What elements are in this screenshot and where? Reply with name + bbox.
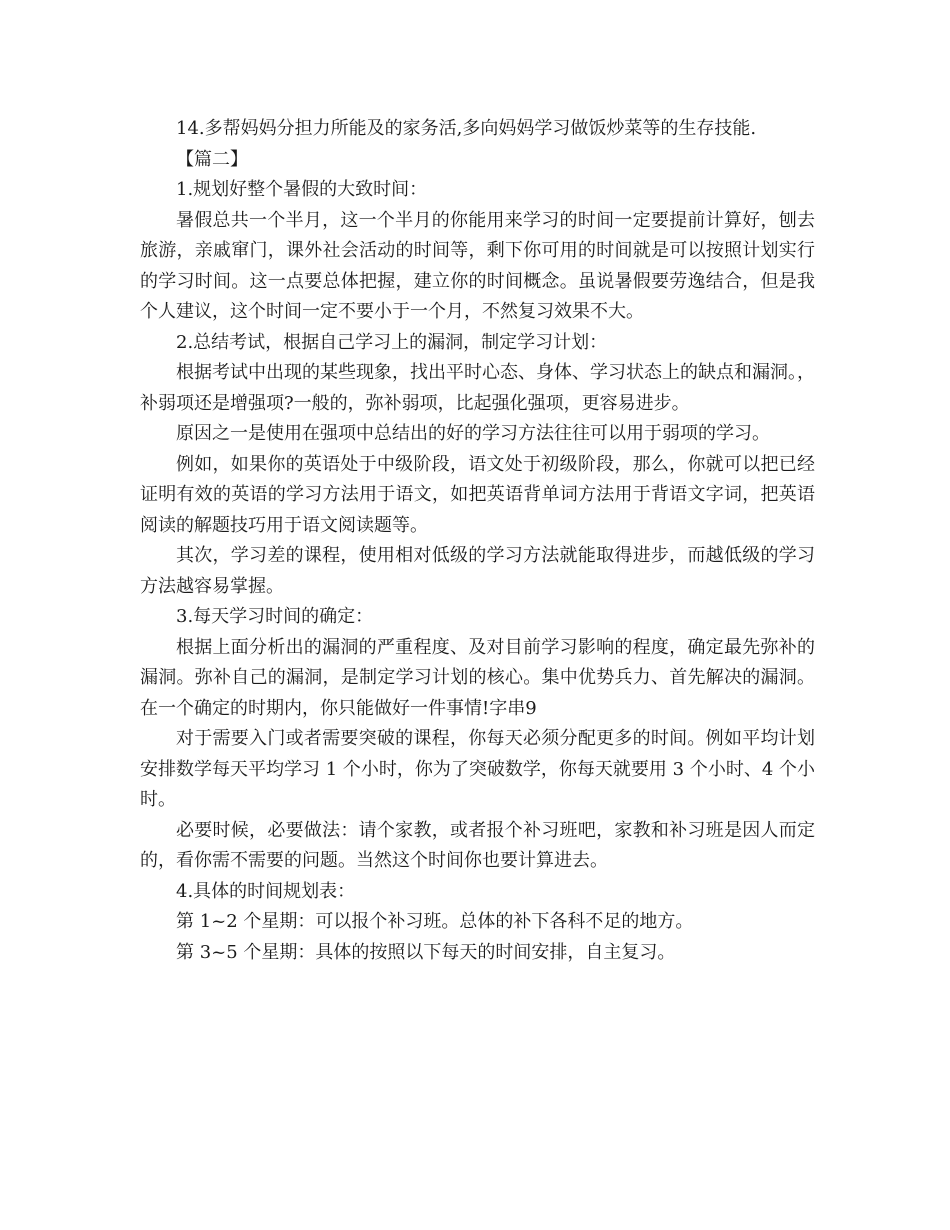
schedule-weeks-3-5: 第 3~5 个星期：具体的按照以下每天的时间安排，自主复习。	[176, 941, 676, 963]
paragraph-gap-severity: 根据上面分析出的漏洞的严重程度、及对目前学习影响的程度，确定最先弥补的漏洞。弥补自己的漏洞，是制定学习计划的核心。集中优势兵力、首先解决的漏洞。在一个确定的时期内，你只能做好一件事情!字串9	[140, 636, 815, 719]
heading-summarize-exam: 2.总结考试，根据自己学习上的漏洞，制定学习计划：	[176, 331, 608, 353]
paragraph-example-english: 例如，如果你的英语处于中级阶段，语文处于初级阶段，那么，你就可以把已经证明有效的英语的学习方法用于语文，如把英语背单词方法用于背语文字词，把英语阅读的解题技巧用于语文阅读题等。	[140, 453, 815, 536]
heading-plan-vacation-time: 1.规划好整个暑假的大致时间：	[176, 179, 428, 200]
paragraph-vacation-time: 暑假总共一个半月，这一个半月的你能用来学习的时间一定要提前计算好，刨去旅游，亲戚窜门，课外社会活动的时间等，剩下你可用的时间就是可以按照计划实行的学习时间。这一点要总体把握，建立你的时间概念。虽说暑假要劳逸结合，但是我个人建议，这个时间一定不要小于一个月，不然复习效果不大。	[140, 209, 815, 322]
item-14-housework: 14.多帮妈妈分担力所能及的家务活,多向妈妈学习做饭炒菜等的生存技能.	[176, 118, 757, 139]
heading-time-schedule: 4.具体的时间规划表：	[176, 880, 356, 902]
document-page	[140, 114, 815, 968]
heading-daily-study-time: 3.每天学习时间的确定：	[176, 606, 374, 627]
paragraph-find-weaknesses: 根据考试中出现的某些现象，找出平时心态、身体、学习状态上的缺点和漏洞。，补弱项还是增强项?一般的，弥补弱项，比起强化强项，更容易进步。	[140, 362, 815, 414]
paragraph-secondly: 其次，学习差的课程，使用相对低级的学习方法就能取得进步，而越低级的学习方法越容易掌握。	[140, 545, 815, 597]
paragraph-breakthrough-courses: 对于需要入门或者需要突破的课程，你每天必须分配更多的时间。例如平均计划安排数学每天平均学习 1 个小时，你为了突破数学，你每天就要用 3 个小时、4 个小时。	[140, 728, 815, 810]
schedule-weeks-1-2: 第 1~2 个星期：可以报个补习班。总体的补下各科不足的地方。	[176, 911, 694, 932]
paragraph-tutor: 必要时候，必要做法：请个家教，或者报个补习班吧，家教和补习班是因人而定的，看你需不需要的问题。当然这个时间你也要计算进去。	[140, 819, 815, 871]
paragraph-reason-one: 原因之一是使用在强项中总结出的好的学习方法往往可以用于弱项的学习。	[176, 423, 770, 444]
section-heading-part-two: 【篇二】	[176, 148, 248, 170]
